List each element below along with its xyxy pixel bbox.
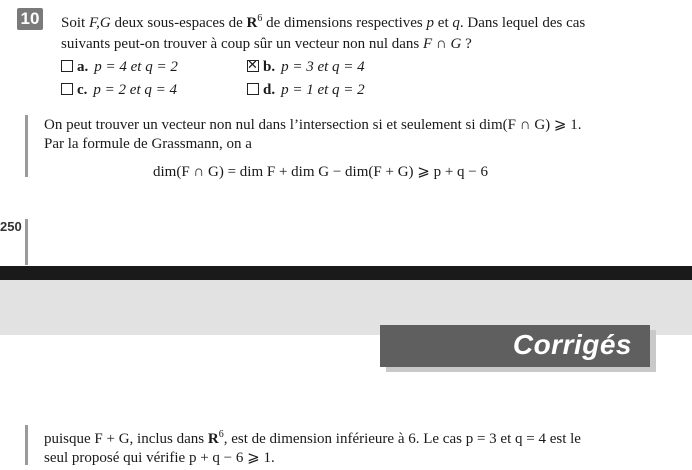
checkbox-icon[interactable] xyxy=(61,83,73,95)
page-number: 250 xyxy=(0,219,22,234)
answer-line-2: Par la formule de Grassmann, on a xyxy=(44,136,252,152)
option-c[interactable]: c. p = 2 et q = 4 xyxy=(61,80,177,100)
option-b[interactable]: ✕ b. p = 3 et q = 4 xyxy=(247,57,365,77)
question-number-badge: 10 xyxy=(17,8,43,30)
question-line-2: suivants peut-on trouver à coup sûr un vecteur non nul dans F ∩ G ? xyxy=(61,36,472,52)
checkbox-icon[interactable] xyxy=(61,60,73,72)
continuation-margin-bar xyxy=(25,425,28,465)
page-top-band xyxy=(0,266,692,280)
corriges-banner xyxy=(380,325,650,367)
answer-text xyxy=(44,116,664,154)
continuation-line-1: puisque F + G, inclus dans $R^6$, est de dimension inférieure à 6. Le cas p = 3 et q = 4 est le xyxy=(44,429,581,447)
continuation-line-2: seul proposé qui vérifie p + q − 6 ⩾ 1. xyxy=(44,450,275,466)
option-a[interactable]: a. p = 4 et q = 2 xyxy=(61,57,178,77)
grassmann-formula: dim(F ∩ G) = dim F + dim G − dim(F + G) ⩾ p + q − 6 xyxy=(153,164,489,180)
checkbox-icon[interactable] xyxy=(247,83,259,95)
checked-checkbox-icon[interactable] xyxy=(247,60,259,72)
option-d[interactable]: d. p = 1 et q = 2 xyxy=(247,80,365,100)
answer-line-1: On peut trouver un vecteur non nul dans l’intersection si et seulement si dim(F ∩ G) ⩾ 1. xyxy=(44,117,582,133)
banner-label: Corrigés xyxy=(512,329,632,360)
question-line-1: Soit F,G deux sous-espaces de $R^6$ de dimensions respectives p et q. Dans lequel des cas xyxy=(61,13,586,31)
question-text xyxy=(61,8,671,55)
answer-margin-bar-lower xyxy=(25,219,28,265)
continuation-text xyxy=(44,425,664,468)
answer-margin-bar xyxy=(25,115,28,177)
